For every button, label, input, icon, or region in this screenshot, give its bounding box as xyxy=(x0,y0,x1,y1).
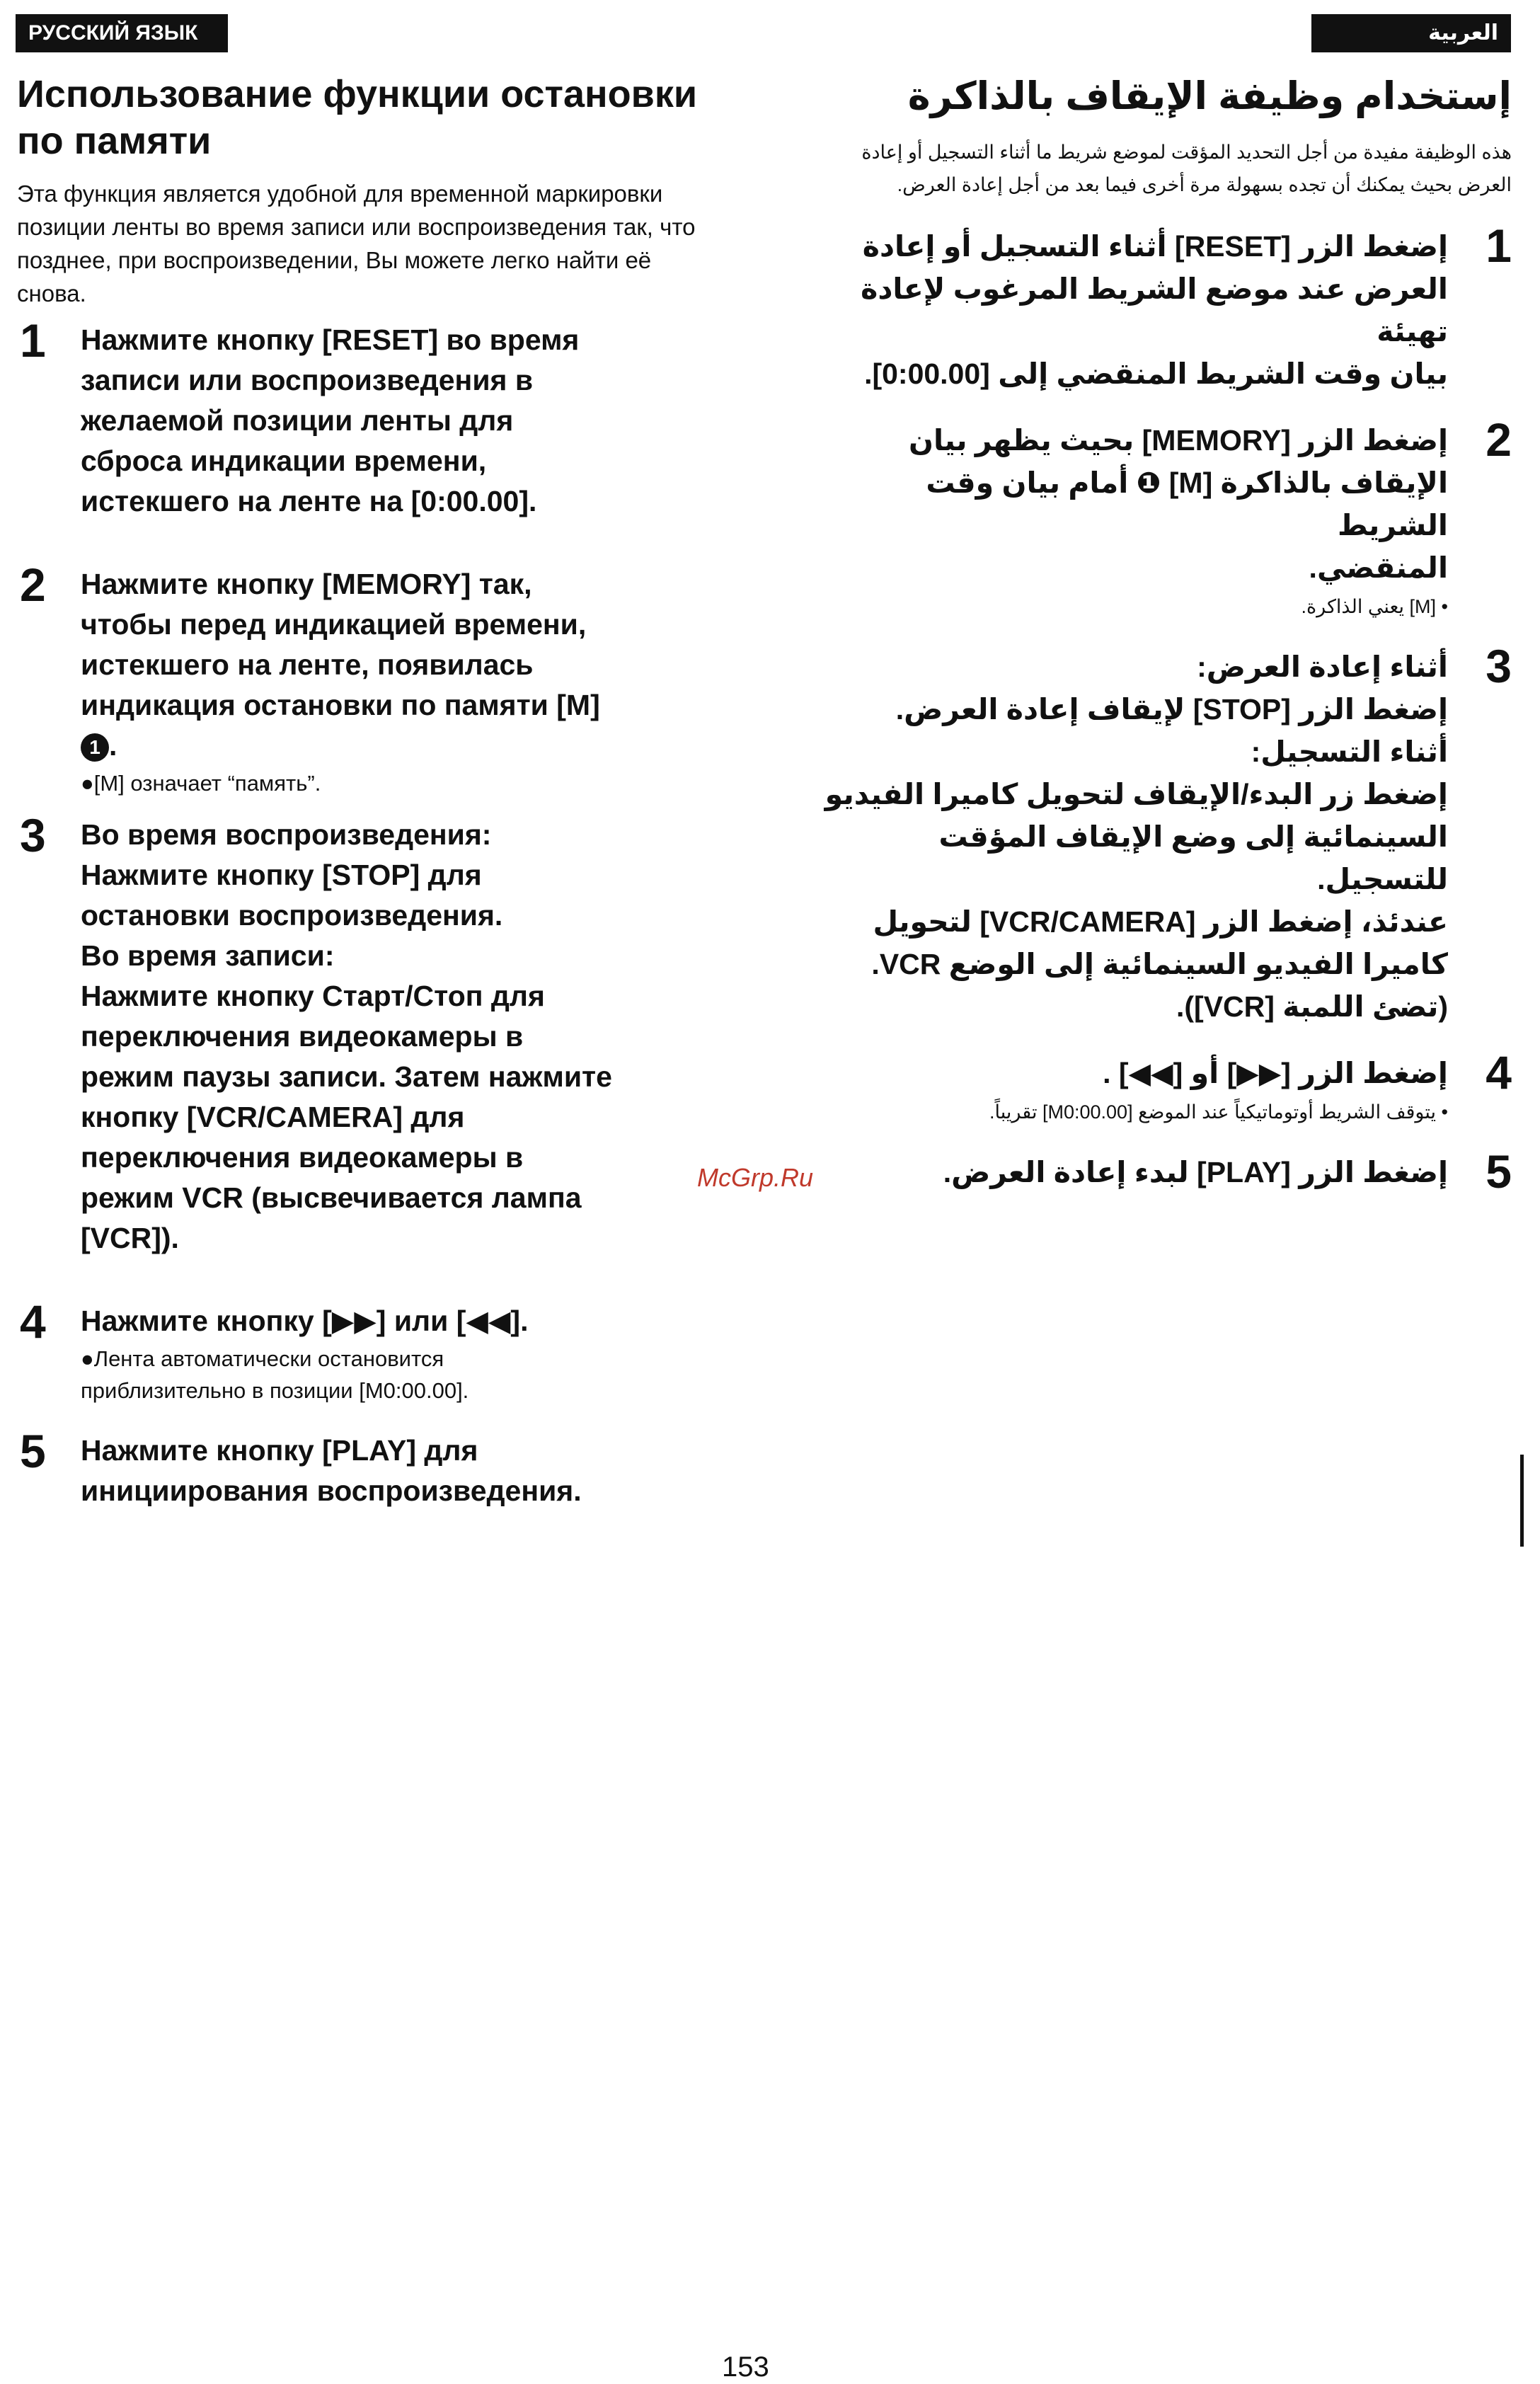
ar-step-5 xyxy=(821,1145,1512,1198)
ar-step-text: أثناء إعادة العرض: إضغط الزر [STOP] لإيقاف إعادة العرض. أثناء التسجيل: إضغط زر البدء/الإيقاف لتحويل كاميرا الفيديو السينمائية إلى وضع الإيقاف المؤقت للتسجيل. عندئذ، إضغط الزر [VCR/CAMERA] لتحويل كاميرا الفيديو السينمائية إلى الوضع VCR. (تضئ اللمبة [VCR]). xyxy=(824,651,1448,1023)
ru-page-title: Использование функции остановки по памяти xyxy=(17,73,698,162)
ru-step-number: 2 xyxy=(20,558,46,611)
ru-step-number: 4 xyxy=(20,1295,46,1348)
ru-step-text: Нажмите кнопку [MEMORY] так, чтобы перед индикацией времени, истекшего на ленте, появилась индикация остановки по памяти [M] xyxy=(81,568,600,721)
ar-step-number: 3 xyxy=(1486,640,1512,692)
marker-1-icon: 1 xyxy=(81,733,109,762)
ru-step-text: Нажмите кнопку [RESET] во время записи или воспроизведения в желаемой позиции ленты для сброса индикации времени, истекшего на ленте на [0:00.00]. xyxy=(81,323,580,517)
ru-step-note: ●[M] означает “память”. xyxy=(81,771,321,796)
ar-step-3 xyxy=(821,640,1512,1028)
ar-step-number: 1 xyxy=(1486,219,1512,272)
ar-step-text: إضغط الزر [PLAY] لبدء إعادة العرض. xyxy=(943,1156,1448,1188)
ar-step-text: إضغط الزر [MEMORY] بحيث يظهر بيان الإيقاف بالذاكرة [M] ❶ أمام بيان وقت الشريط المنقضي. xyxy=(908,424,1448,584)
page-number: 153 xyxy=(722,2351,769,2383)
language-tag-arabic: العربية xyxy=(1311,14,1511,52)
ar-intro-text: هذه الوظيفة مفيدة من أجل التحديد المؤقت لموضع شريط ما أثناء التسجيل أو إعادة العرض بحيث يمكنك أن تجده بسهولة مرة أخرى فيما بعد من أجل إعادة العرض. xyxy=(861,142,1512,195)
ar-step-note: • يتوقف الشريط أوتوماتيكياً عند الموضع [M0:00.00] تقريباً. xyxy=(989,1101,1448,1123)
ar-step-text: إضغط الزر [▶▶] أو [◀◀] . xyxy=(1103,1057,1448,1089)
ar-step-number: 5 xyxy=(1486,1145,1512,1198)
watermark: McGrp.Ru xyxy=(697,1163,814,1192)
ar-step-number: 4 xyxy=(1486,1046,1512,1099)
ru-step-text: Нажмите кнопку [▶▶] или [◀◀]. xyxy=(81,1305,529,1337)
ar-step-2 xyxy=(821,413,1512,621)
ru-intro-text: Эта функция является удобной для временной маркировки позиции ленты во время записи или воспроизведения так, что позднее, при воспроизведении, Вы можете легко найти её снова. xyxy=(17,180,696,306)
ar-step-note: • [M] يعني الذاكرة. xyxy=(1301,596,1448,617)
ru-step-1 xyxy=(17,314,718,522)
ar-step-number: 2 xyxy=(1486,413,1512,466)
ru-step-number: 1 xyxy=(20,314,46,367)
ru-step-3 xyxy=(17,809,718,1259)
language-tag-russian: РУССКИЙ ЯЗЫК xyxy=(16,14,228,52)
ar-page-title: إستخدام وظيفة الإيقاف بالذاكرة xyxy=(907,75,1512,118)
ru-step-2: 2 Нажмите кнопку [MEMORY] так, чтобы перед индикацией времени, истекшего на ленте, появилась индикация остановки по памяти [M] 1 . ●[M] означает “память”. xyxy=(17,564,718,799)
ru-step-5 xyxy=(17,1425,718,1511)
russian-column xyxy=(17,71,718,1554)
arabic-column xyxy=(821,71,1512,1217)
ar-step-4 xyxy=(821,1046,1512,1127)
margin-bar xyxy=(1520,1455,1524,1547)
ru-step-note: ●Лента автоматически остановится приблизительно в позиции [M0:00.00]. xyxy=(81,1346,469,1403)
ru-step-number: 3 xyxy=(20,809,46,861)
ar-step-text: إضغط الزر [RESET] أثناء التسجيل أو إعادة العرض عند موضع الشريط المرغوب لإعادة تهيئة بيان وقت الشريط المنقضي إلى [0:00.00]. xyxy=(861,230,1448,390)
ar-step-1 xyxy=(821,219,1512,395)
ru-step-text: Нажмите кнопку [PLAY] для инициирования воспроизведения. xyxy=(81,1434,582,1507)
ru-step-4 xyxy=(17,1295,718,1406)
ru-step-text: Во время воспроизведения: Нажмите кнопку [STOP] для остановки воспроизведения. Во время записи: Нажмите кнопку Старт/Стоп для переключения видеокамеры в режим паузы записи. Затем нажмите кнопку [VCR/CAMERA] для переключения видеокамеры в режим VCR (высвечивается лампа [VCR]). xyxy=(81,818,612,1254)
ru-step-number: 5 xyxy=(20,1425,46,1477)
